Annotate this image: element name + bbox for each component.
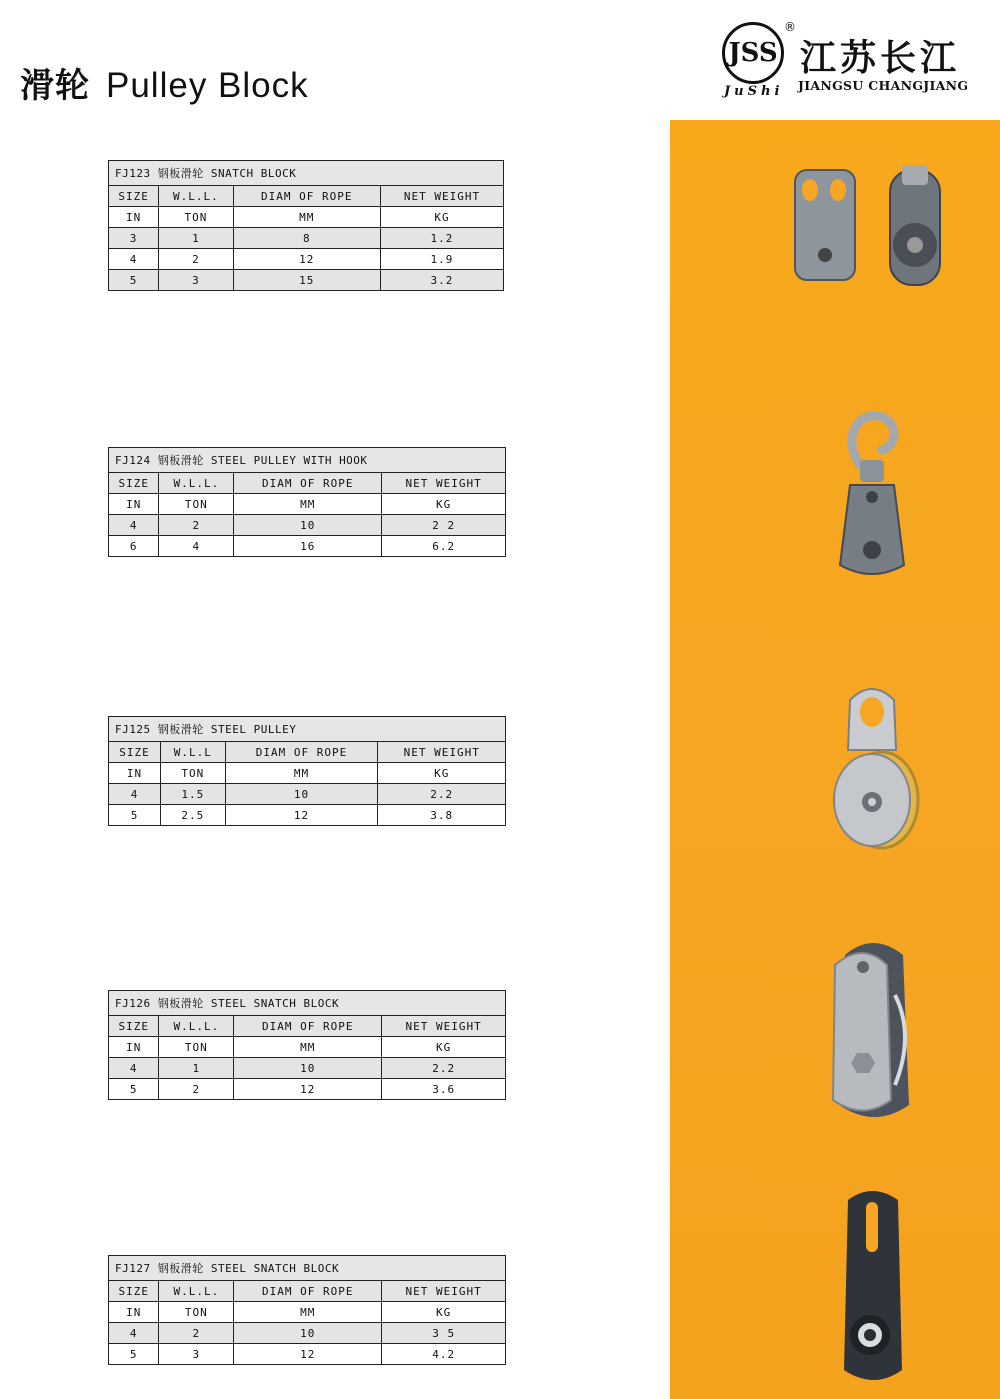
spec-table-fj126	[108, 990, 506, 1100]
table-cell: 2.2	[378, 784, 506, 805]
unit-cell: KG	[382, 1037, 506, 1058]
table-cell: 3	[109, 228, 159, 249]
steel-pulley-image	[820, 680, 930, 850]
table-cell: 12	[234, 1344, 382, 1365]
table-cell: 10	[234, 515, 382, 536]
table-cell: 3	[159, 270, 233, 291]
table-cell: 12	[234, 1079, 382, 1100]
table-cell: 2	[159, 1079, 234, 1100]
table-cell: 5	[109, 805, 161, 826]
table-caption: FJ123 钢板滑轮 SNATCH BLOCK	[109, 161, 504, 186]
table-cell: 2.5	[161, 805, 226, 826]
table-cell: 2	[159, 1323, 234, 1344]
table-cell: 4	[109, 1058, 159, 1079]
table-cell: 3 5	[382, 1323, 506, 1344]
col-header: W.L.L	[161, 742, 226, 763]
table-cell: 2	[159, 515, 234, 536]
col-header: NET WEIGHT	[382, 473, 506, 494]
unit-cell: MM	[233, 207, 380, 228]
table-cell: 10	[234, 1058, 382, 1079]
col-header: SIZE	[109, 473, 159, 494]
col-header: DIAM OF ROPE	[234, 1016, 382, 1037]
table-cell: 5	[109, 1344, 159, 1365]
table-cell: 8	[233, 228, 380, 249]
table-cell: 12	[225, 805, 378, 826]
logo-company-cn: 江苏长江	[800, 37, 961, 79]
table-cell: 1	[159, 1058, 234, 1079]
table-cell: 16	[234, 536, 382, 557]
pulley-with-hook-image	[820, 405, 920, 585]
unit-cell: MM	[234, 494, 382, 515]
table-cell: 15	[233, 270, 380, 291]
unit-cell: KG	[382, 494, 506, 515]
unit-cell: TON	[159, 207, 233, 228]
page-title-cn: 滑轮	[20, 66, 90, 106]
steel-snatch-block-image	[825, 935, 925, 1125]
table-caption: FJ127 钢板滑轮 STEEL SNATCH BLOCK	[109, 1256, 506, 1281]
table-cell: 1.5	[161, 784, 226, 805]
col-header: W.L.L.	[159, 186, 233, 207]
table-cell: 3	[159, 1344, 234, 1365]
unit-cell: KG	[380, 207, 503, 228]
spec-table-fj123	[108, 160, 504, 291]
unit-cell: TON	[161, 763, 226, 784]
registered-mark: ®	[784, 20, 796, 34]
spec-table-fj124	[108, 447, 506, 557]
col-header: SIZE	[109, 186, 159, 207]
unit-cell: MM	[225, 763, 378, 784]
table-cell: 3.2	[380, 270, 503, 291]
col-header: SIZE	[109, 1016, 159, 1037]
table-cell: 10	[234, 1323, 382, 1344]
unit-cell: MM	[234, 1302, 382, 1323]
unit-cell: IN	[109, 1302, 159, 1323]
logo-subtext: JuShi	[724, 84, 784, 99]
col-header: NET WEIGHT	[382, 1281, 506, 1302]
table-caption: FJ125 钢板滑轮 STEEL PULLEY	[109, 717, 506, 742]
col-header: NET WEIGHT	[380, 186, 503, 207]
col-header: W.L.L.	[159, 1016, 234, 1037]
unit-cell: KG	[382, 1302, 506, 1323]
black-snatch-block-image	[830, 1180, 920, 1390]
page-title-en: Pulley Block	[106, 66, 309, 105]
unit-cell: KG	[378, 763, 506, 784]
col-header: SIZE	[109, 742, 161, 763]
unit-cell: MM	[234, 1037, 382, 1058]
table-caption: FJ124 钢板滑轮 STEEL PULLEY WITH HOOK	[109, 448, 506, 473]
table-cell: 4	[109, 515, 159, 536]
table-cell: 12	[233, 249, 380, 270]
col-header: SIZE	[109, 1281, 159, 1302]
table-cell: 4	[109, 1323, 159, 1344]
table-cell: 4.2	[382, 1344, 506, 1365]
table-cell: 3.8	[378, 805, 506, 826]
table-caption: FJ126 钢板滑轮 STEEL SNATCH BLOCK	[109, 991, 506, 1016]
col-header: DIAM OF ROPE	[234, 1281, 382, 1302]
col-header: NET WEIGHT	[378, 742, 506, 763]
table-cell: 2	[159, 249, 233, 270]
col-header: W.L.L.	[159, 1281, 234, 1302]
unit-cell: IN	[109, 207, 159, 228]
unit-cell: IN	[109, 494, 159, 515]
table-cell: 2 2	[382, 515, 506, 536]
logo-company-en: JIANGSU CHANGJIANG	[798, 78, 969, 93]
logo-mark: JSS	[722, 22, 784, 84]
table-cell: 5	[109, 1079, 159, 1100]
brand-logo	[720, 20, 990, 100]
unit-cell: TON	[159, 494, 234, 515]
table-cell: 4	[159, 536, 234, 557]
page-title	[20, 58, 309, 107]
col-header: NET WEIGHT	[382, 1016, 506, 1037]
table-cell: 6.2	[382, 536, 506, 557]
unit-cell: TON	[159, 1302, 234, 1323]
table-cell: 5	[109, 270, 159, 291]
unit-cell: TON	[159, 1037, 234, 1058]
col-header: DIAM OF ROPE	[225, 742, 378, 763]
spec-table-fj127	[108, 1255, 506, 1365]
spec-table-fj125	[108, 716, 506, 826]
table-cell: 3.6	[382, 1079, 506, 1100]
table-cell: 4	[109, 784, 161, 805]
table-cell: 10	[225, 784, 378, 805]
table-cell: 1.9	[380, 249, 503, 270]
table-cell: 1.2	[380, 228, 503, 249]
snatch-block-image	[780, 160, 960, 290]
col-header: DIAM OF ROPE	[234, 473, 382, 494]
table-cell: 6	[109, 536, 159, 557]
table-cell: 2.2	[382, 1058, 506, 1079]
table-cell: 4	[109, 249, 159, 270]
table-cell: 1	[159, 228, 233, 249]
col-header: DIAM OF ROPE	[233, 186, 380, 207]
unit-cell: IN	[109, 763, 161, 784]
col-header: W.L.L.	[159, 473, 234, 494]
unit-cell: IN	[109, 1037, 159, 1058]
